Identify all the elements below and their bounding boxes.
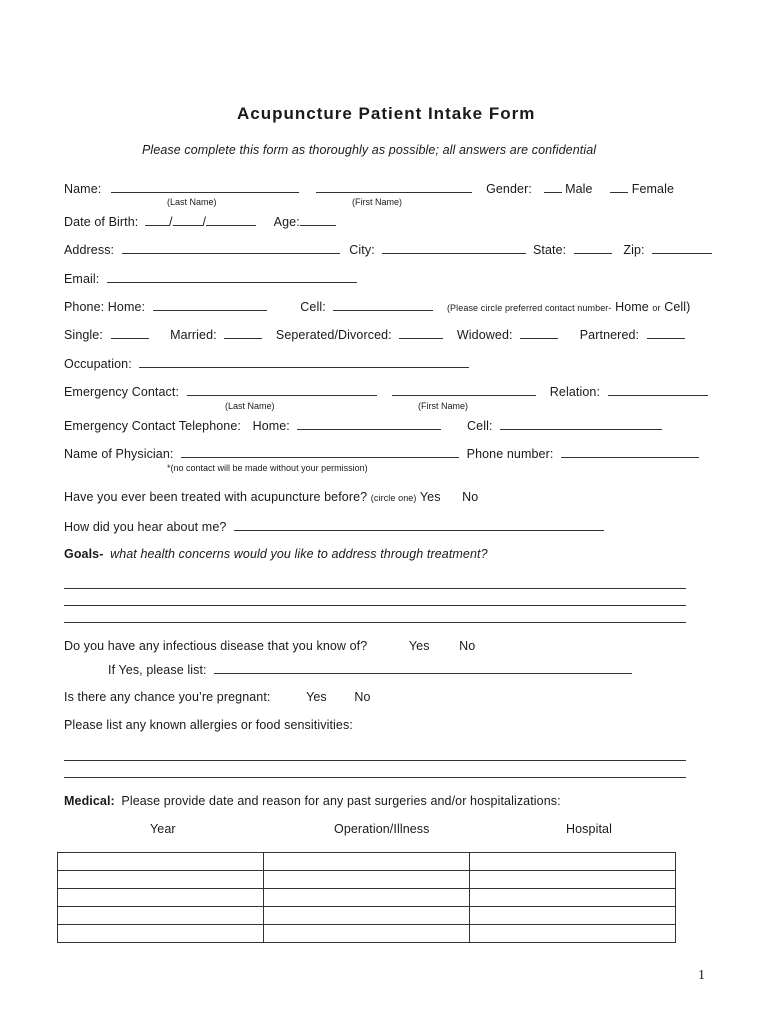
infectious-yes[interactable]: Yes <box>408 639 430 653</box>
emergency-tel-label: Emergency Contact Telephone: <box>64 419 241 433</box>
infectious-row <box>64 639 475 653</box>
goals-label: Goals- <box>64 547 104 561</box>
acupuncture-yes[interactable]: Yes <box>419 490 441 504</box>
infectious-list-row <box>108 662 632 677</box>
physician-phone-field[interactable] <box>561 446 699 458</box>
phone-home-label: Phone: Home: <box>64 300 146 314</box>
city-label: City: <box>349 243 375 257</box>
name-row <box>64 181 674 196</box>
table-row <box>58 871 676 889</box>
emergency-first-field[interactable] <box>392 384 536 396</box>
emergency-last-hint: (Last Name) <box>225 401 275 411</box>
table-cell[interactable] <box>264 853 470 871</box>
table-cell[interactable] <box>58 889 264 907</box>
table-cell[interactable] <box>470 907 676 925</box>
email-label: Email: <box>64 272 100 286</box>
physician-phone-label: Phone number: <box>466 447 554 461</box>
col-hospital: Hospital <box>566 822 612 836</box>
phone-cell-label: Cell: <box>300 300 326 314</box>
hospitalization-table <box>57 852 676 943</box>
emergency-last-field[interactable] <box>187 384 377 396</box>
pregnant-question: Is there any chance you’re pregnant: <box>64 690 271 704</box>
male-field[interactable] <box>544 181 562 193</box>
physician-row <box>64 446 699 461</box>
zip-label: Zip: <box>623 243 645 257</box>
single-field[interactable] <box>111 327 149 339</box>
phone-cell-field[interactable] <box>333 299 433 311</box>
table-row <box>58 925 676 943</box>
single-label: Single: <box>64 328 103 342</box>
female-label: Female <box>631 182 675 196</box>
relation-label: Relation: <box>549 385 601 399</box>
hear-question: How did you hear about me? <box>64 520 227 534</box>
gender-label: Gender: <box>486 182 532 196</box>
medical-label: Medical: <box>64 794 115 808</box>
allergies-line[interactable] <box>64 760 686 761</box>
dob-month-field[interactable] <box>145 214 169 226</box>
address-row <box>64 242 712 257</box>
table-cell[interactable] <box>470 871 676 889</box>
phone-note: (Please circle preferred contact number- <box>446 303 612 313</box>
col-year: Year <box>150 822 176 836</box>
acupuncture-row <box>64 490 478 504</box>
table-row <box>58 907 676 925</box>
occupation-label: Occupation: <box>64 357 132 371</box>
table-cell[interactable] <box>264 871 470 889</box>
dob-year-field[interactable] <box>206 214 256 226</box>
first-name-hint: (First Name) <box>352 197 402 207</box>
circle-note: (circle one) <box>370 493 417 503</box>
widowed-field[interactable] <box>520 327 558 339</box>
physician-field[interactable] <box>181 446 459 458</box>
married-field[interactable] <box>224 327 262 339</box>
emergency-row <box>64 384 708 399</box>
age-label: Age: <box>273 215 300 229</box>
medical-question: Please provide date and reason for any past surgeries and/or hospitalizations: <box>121 794 561 808</box>
female-field[interactable] <box>610 181 628 193</box>
goals-question: what health concerns would you like to address through treatment? <box>110 547 488 561</box>
age-field[interactable] <box>300 214 336 226</box>
table-cell[interactable] <box>58 925 264 943</box>
separated-label: Seperated/Divorced: <box>275 328 392 342</box>
email-row <box>64 271 357 286</box>
table-row <box>58 889 676 907</box>
last-name-hint: (Last Name) <box>167 197 217 207</box>
male-label: Male <box>565 182 593 196</box>
pregnant-no[interactable]: No <box>354 690 371 704</box>
infectious-question: Do you have any infectious disease that you know of? <box>64 639 368 653</box>
form-title: Acupuncture Patient Intake Form <box>237 104 536 123</box>
form-subtitle: Please complete this form as thoroughly as possible; all answers are confidential <box>142 143 597 157</box>
table-cell[interactable] <box>58 871 264 889</box>
acupuncture-no[interactable]: No <box>462 490 479 504</box>
dob-sep: / <box>202 215 207 229</box>
emergency-cell-label: Cell: <box>467 419 493 433</box>
occupation-row <box>64 356 469 371</box>
hear-field[interactable] <box>234 519 604 531</box>
state-field[interactable] <box>574 242 612 254</box>
address-field[interactable] <box>122 242 340 254</box>
home-option[interactable]: Home <box>615 300 649 314</box>
last-name-field[interactable] <box>111 181 299 193</box>
email-field[interactable] <box>107 271 357 283</box>
emergency-home-field[interactable] <box>297 418 441 430</box>
relation-field[interactable] <box>608 384 708 396</box>
medical-row <box>64 794 561 808</box>
goals-line[interactable] <box>64 588 686 589</box>
table-cell[interactable] <box>264 907 470 925</box>
allergies-question: Please list any known allergies or food sensitivities: <box>64 718 353 732</box>
table-cell[interactable] <box>264 889 470 907</box>
dob-day-field[interactable] <box>173 214 203 226</box>
state-label: State: <box>532 243 567 257</box>
emergency-home-label: Home: <box>252 419 290 433</box>
physician-note: *(no contact will be made without your permission) <box>167 463 368 473</box>
address-label: Address: <box>64 243 115 257</box>
infectious-list-field[interactable] <box>214 662 632 674</box>
table-cell[interactable] <box>470 853 676 871</box>
widowed-label: Widowed: <box>456 328 513 342</box>
table-cell[interactable] <box>58 907 264 925</box>
pregnant-row <box>64 690 371 704</box>
emergency-label: Emergency Contact: <box>64 385 180 399</box>
zip-field[interactable] <box>652 242 712 254</box>
hear-row <box>64 519 604 534</box>
dob-label: Date of Birth: <box>64 215 139 229</box>
col-operation: Operation/Illness <box>334 822 430 836</box>
occupation-field[interactable] <box>139 356 469 368</box>
married-label: Married: <box>170 328 217 342</box>
table-cell[interactable] <box>470 889 676 907</box>
name-label: Name: <box>64 182 102 196</box>
separated-field[interactable] <box>399 327 443 339</box>
page-number: 1 <box>698 968 705 983</box>
emergency-cell-field[interactable] <box>500 418 662 430</box>
phone-row <box>64 299 690 314</box>
dob-sep: / <box>168 215 173 229</box>
goals-row <box>64 547 488 561</box>
emergency-tel-row <box>64 418 662 433</box>
goals-line[interactable] <box>64 605 686 606</box>
phone-home-field[interactable] <box>153 299 267 311</box>
table-cell[interactable] <box>264 925 470 943</box>
allergies-line[interactable] <box>64 777 686 778</box>
goals-line[interactable] <box>64 622 686 623</box>
or-text: or <box>652 303 661 313</box>
table-row <box>58 853 676 871</box>
marital-row <box>64 327 685 342</box>
physician-label: Name of Physician: <box>64 447 174 461</box>
table-cell[interactable] <box>470 925 676 943</box>
infectious-list-label: If Yes, please list: <box>108 663 207 677</box>
partnered-field[interactable] <box>647 327 685 339</box>
table-cell[interactable] <box>58 853 264 871</box>
emergency-first-hint: (First Name) <box>418 401 468 411</box>
partnered-label: Partnered: <box>579 328 640 342</box>
cell-option[interactable]: Cell) <box>664 300 691 314</box>
infectious-no[interactable]: No <box>459 639 476 653</box>
acupuncture-question: Have you ever been treated with acupuncture before? <box>64 490 368 504</box>
dob-row <box>64 214 336 229</box>
first-name-field[interactable] <box>316 181 472 193</box>
pregnant-yes[interactable]: Yes <box>306 690 327 704</box>
city-field[interactable] <box>382 242 526 254</box>
